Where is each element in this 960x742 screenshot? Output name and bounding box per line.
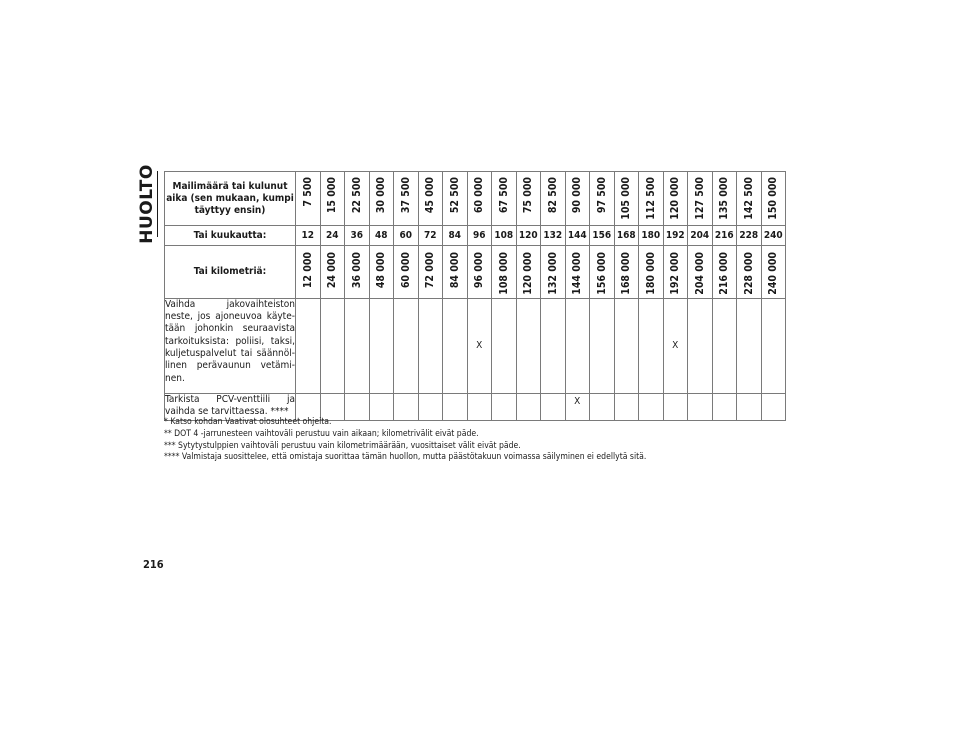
miles-interval (320, 172, 345, 226)
miles-interval-text: 60 000 (473, 177, 486, 214)
service-mark (639, 298, 664, 393)
miles-interval-text: 75 000 (522, 177, 535, 214)
km-interval-text: 144 000 (571, 252, 584, 295)
service-mark (761, 393, 786, 420)
service-mark (712, 298, 737, 393)
months-interval: 168 (614, 226, 639, 246)
miles-interval-text: 30 000 (375, 177, 388, 214)
months-interval: 180 (639, 226, 664, 246)
service-mark (394, 298, 419, 393)
km-interval (467, 246, 492, 299)
miles-interval-text: 150 000 (767, 177, 780, 220)
km-interval (688, 246, 713, 299)
km-interval (565, 246, 590, 299)
km-interval (492, 246, 517, 299)
km-interval (712, 246, 737, 299)
months-interval: 216 (712, 226, 737, 246)
service-mark (418, 298, 443, 393)
miles-interval (492, 172, 517, 226)
km-interval (639, 246, 664, 299)
km-interval (516, 246, 541, 299)
miles-interval-text: 37 500 (399, 177, 412, 214)
service-task: Tarkista PCV-venttiili ja vaihda se tarvittaessa. **** (165, 393, 296, 420)
service-task: Vaihda jakovaihteiston neste, jos ajoneuvoa käyte-tään johonkin seuraavista tarkoituksista: poliisi, taksi, kuljetuspalvelut tai säännöl-linen perävaunun vetämi-nen. (165, 298, 296, 393)
km-interval (761, 246, 786, 299)
miles-interval (516, 172, 541, 226)
months-interval: 48 (369, 226, 394, 246)
miles-interval-text: 15 000 (326, 177, 339, 214)
months-interval: 108 (492, 226, 517, 246)
service-mark (737, 393, 762, 420)
service-mark (688, 298, 713, 393)
miles-interval (369, 172, 394, 226)
miles-interval (688, 172, 713, 226)
months-interval: 96 (467, 226, 492, 246)
km-interval-text: 120 000 (522, 252, 535, 295)
service-mark (492, 298, 517, 393)
km-interval (541, 246, 566, 299)
service-mark (761, 298, 786, 393)
service-mark (737, 298, 762, 393)
miles-interval-text: 127 500 (693, 177, 706, 220)
km-interval-text: 72 000 (424, 252, 437, 289)
miles-interval (394, 172, 419, 226)
miles-interval-text: 67 500 (497, 177, 510, 214)
km-interval (614, 246, 639, 299)
page-number: 216 (143, 558, 164, 571)
section-divider (157, 171, 158, 237)
service-mark (590, 298, 615, 393)
miles-interval (590, 172, 615, 226)
miles-interval (737, 172, 762, 226)
miles-interval (467, 172, 492, 226)
months-header: Tai kuukautta: (165, 226, 296, 246)
service-mark (541, 298, 566, 393)
months-interval: 192 (663, 226, 688, 246)
miles-interval-text: 112 500 (644, 177, 657, 220)
service-mark: X (565, 393, 590, 420)
km-interval-text: 24 000 (326, 252, 339, 289)
km-interval (320, 246, 345, 299)
km-interval-text: 132 000 (546, 252, 559, 295)
table-row (165, 298, 786, 393)
km-interval-text: 204 000 (693, 252, 706, 295)
months-interval: 84 (443, 226, 468, 246)
km-interval-text: 84 000 (448, 252, 461, 289)
months-interval: 228 (737, 226, 762, 246)
km-interval-text: 12 000 (301, 252, 314, 289)
km-interval (443, 246, 468, 299)
miles-interval-text: 142 500 (742, 177, 755, 220)
miles-interval (443, 172, 468, 226)
km-interval-text: 36 000 (350, 252, 363, 289)
months-interval: 144 (565, 226, 590, 246)
miles-interval (639, 172, 664, 226)
footnotes (164, 417, 724, 464)
miles-interval (565, 172, 590, 226)
km-interval-text: 216 000 (718, 252, 731, 295)
service-mark (369, 298, 394, 393)
section-tab (136, 164, 158, 244)
months-interval: 60 (394, 226, 419, 246)
km-row (165, 246, 786, 299)
service-mark (614, 298, 639, 393)
miles-interval (761, 172, 786, 226)
km-interval (418, 246, 443, 299)
km-interval-text: 240 000 (767, 252, 780, 295)
maintenance-schedule-table (164, 171, 786, 421)
miles-interval-text: 105 000 (620, 177, 633, 220)
km-interval (394, 246, 419, 299)
km-interval (345, 246, 370, 299)
km-interval-text: 168 000 (620, 252, 633, 295)
service-mark (443, 298, 468, 393)
km-interval-text: 156 000 (595, 252, 608, 295)
miles-row (165, 172, 786, 226)
miles-interval-text: 97 500 (595, 177, 608, 214)
miles-interval-text: 82 500 (546, 177, 559, 214)
miles-interval-text: 45 000 (424, 177, 437, 214)
km-interval-text: 96 000 (473, 252, 486, 289)
miles-interval-text: 135 000 (718, 177, 731, 220)
months-interval: 24 (320, 226, 345, 246)
months-interval: 36 (345, 226, 370, 246)
months-interval: 240 (761, 226, 786, 246)
months-interval: 204 (688, 226, 713, 246)
service-mark (565, 298, 590, 393)
miles-interval-text: 7 500 (301, 177, 314, 207)
km-interval-text: 108 000 (497, 252, 510, 295)
km-interval (296, 246, 321, 299)
service-mark: X (467, 298, 492, 393)
footnote: ** DOT 4 -jarrunesteen vaihtoväli perustuu vain aikaan; kilometrivälit eivät päde. (164, 428, 479, 439)
km-interval-text: 228 000 (742, 252, 755, 295)
miles-interval (418, 172, 443, 226)
miles-interval (663, 172, 688, 226)
footnote: **** Valmistaja suosittelee, että omistaja suorittaa tämän huollon, mutta päästötakuun voimassa säilyminen ei edellytä sitä. (164, 452, 647, 463)
months-row (165, 226, 786, 246)
km-interval-text: 60 000 (399, 252, 412, 289)
miles-interval-text: 120 000 (669, 177, 682, 220)
km-interval (737, 246, 762, 299)
miles-interval (541, 172, 566, 226)
months-interval: 12 (296, 226, 321, 246)
km-header: Tai kilometriä: (165, 246, 296, 299)
km-interval (369, 246, 394, 299)
section-label: HUOLTO (137, 164, 157, 244)
km-interval (663, 246, 688, 299)
months-interval: 156 (590, 226, 615, 246)
miles-interval (614, 172, 639, 226)
miles-interval-text: 52 500 (448, 177, 461, 214)
service-mark (296, 298, 321, 393)
service-mark (516, 298, 541, 393)
service-mark: X (663, 298, 688, 393)
service-mark (320, 298, 345, 393)
footnote: * Katso kohdan Vaativat olosuhteet ohjeita. (164, 417, 332, 427)
km-interval-text: 192 000 (669, 252, 682, 295)
km-interval (590, 246, 615, 299)
miles-interval (712, 172, 737, 226)
months-interval: 72 (418, 226, 443, 246)
km-interval-text: 180 000 (644, 252, 657, 295)
miles-interval (345, 172, 370, 226)
miles-interval-text: 22 500 (350, 177, 363, 214)
months-interval: 132 (541, 226, 566, 246)
footnote: *** Sytytystulppien vaihtoväli perustuu vain kilometrimäärään, vuosittaiset välit eivät päde. (164, 440, 521, 451)
miles-header: Mailimäärä tai kulunut aika (sen mukaan, kumpi täyttyy ensin) (165, 172, 296, 226)
miles-interval-text: 90 000 (571, 177, 584, 214)
service-mark (345, 298, 370, 393)
months-interval: 120 (516, 226, 541, 246)
km-interval-text: 48 000 (375, 252, 388, 289)
miles-interval (296, 172, 321, 226)
